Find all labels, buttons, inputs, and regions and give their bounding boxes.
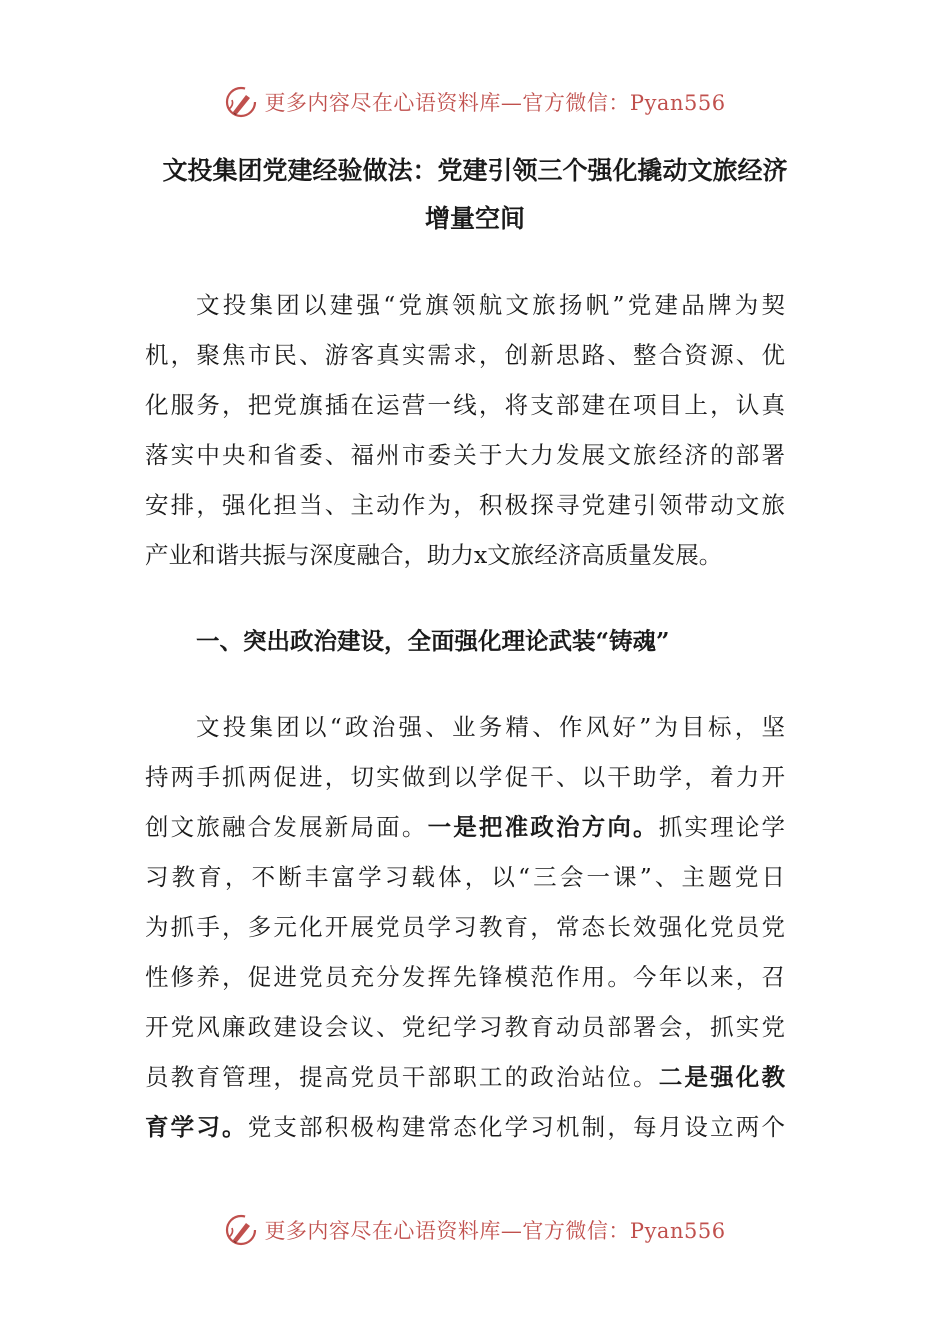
section-1-line-8 — [145, 1062, 785, 1092]
header-banner-text: 更多内容尽在心语资料库—官方微信：Pyan556 — [264, 91, 726, 115]
section-1-line-9 — [145, 1112, 785, 1142]
section-1-line-3 — [145, 812, 785, 842]
section-1-line-2: 持两手抓两促进，切实做到以学促干、以干助学，着力开 — [145, 763, 785, 791]
intro-line-6: 产业和谐共振与深度融合，助力x文旅经济高质量发展。 — [145, 541, 723, 569]
header-banner — [0, 82, 950, 122]
intro-line-4: 落实中央和省委、福州市委关于大力发展文旅经济的部署 — [145, 441, 785, 469]
intro-line-1: 文投集团以建强“党旗领航文旅扬帆”党建品牌为契 — [196, 291, 785, 319]
section-1-line-7: 开党风廉政建设会议、党纪学习教育动员部署会，抓实党 — [145, 1013, 785, 1041]
intro-line-2: 机，聚焦市民、游客真实需求，创新思路、整合资源、优 — [145, 341, 785, 369]
footer-banner-text: 更多内容尽在心语资料库—官方微信：Pyan556 — [264, 1219, 726, 1243]
section-1-line-3-tail: 抓实理论学 — [658, 813, 785, 841]
document-title-line-2: 增量空间 — [424, 204, 525, 233]
document-title-line-1: 文投集团党建经验做法：党建引领三个强化撬动文旅经济 — [162, 156, 788, 185]
section-1-line-6: 性修养，促进党员充分发挥先锋模范作用。今年以来，召 — [145, 963, 785, 991]
point-two-bold-part-1: 二是强化教 — [658, 1063, 785, 1091]
point-two-bold-part-2: 育学习。 — [145, 1113, 248, 1141]
footer-banner — [0, 1210, 950, 1250]
intro-line-3: 化服务，把党旗插在运营一线，将支部建在项目上，认真 — [145, 391, 785, 419]
section-1-line-4: 习教育，不断丰富学习载体，以“三会一课”、主题党日 — [145, 863, 785, 891]
section-1-line-8-text: 员教育管理，提高党员干部职工的政治站位。 — [145, 1063, 659, 1091]
section-1-line-5: 为抓手，多元化开展党员学习教育，常态长效强化党员党 — [145, 913, 785, 941]
pen-logo-icon — [224, 85, 258, 119]
section-1-heading: 一、突出政治建设，全面强化理论武装“铸魂” — [196, 627, 670, 655]
section-1-line-1: 文投集团以“政治强、业务精、作风好”为目标，坚 — [196, 713, 785, 741]
section-1-line-9-text: 党支部积极构建常态化学习机制，每月设立两个 — [247, 1113, 785, 1141]
intro-line-5: 安排，强化担当、主动作为，积极探寻党建引领带动文旅 — [145, 491, 785, 519]
pen-logo-icon — [224, 1213, 258, 1247]
section-1-line-3-text: 创文旅融合发展新局面。 — [145, 813, 428, 841]
point-one-bold: 一是把准政治方向。 — [427, 813, 659, 841]
